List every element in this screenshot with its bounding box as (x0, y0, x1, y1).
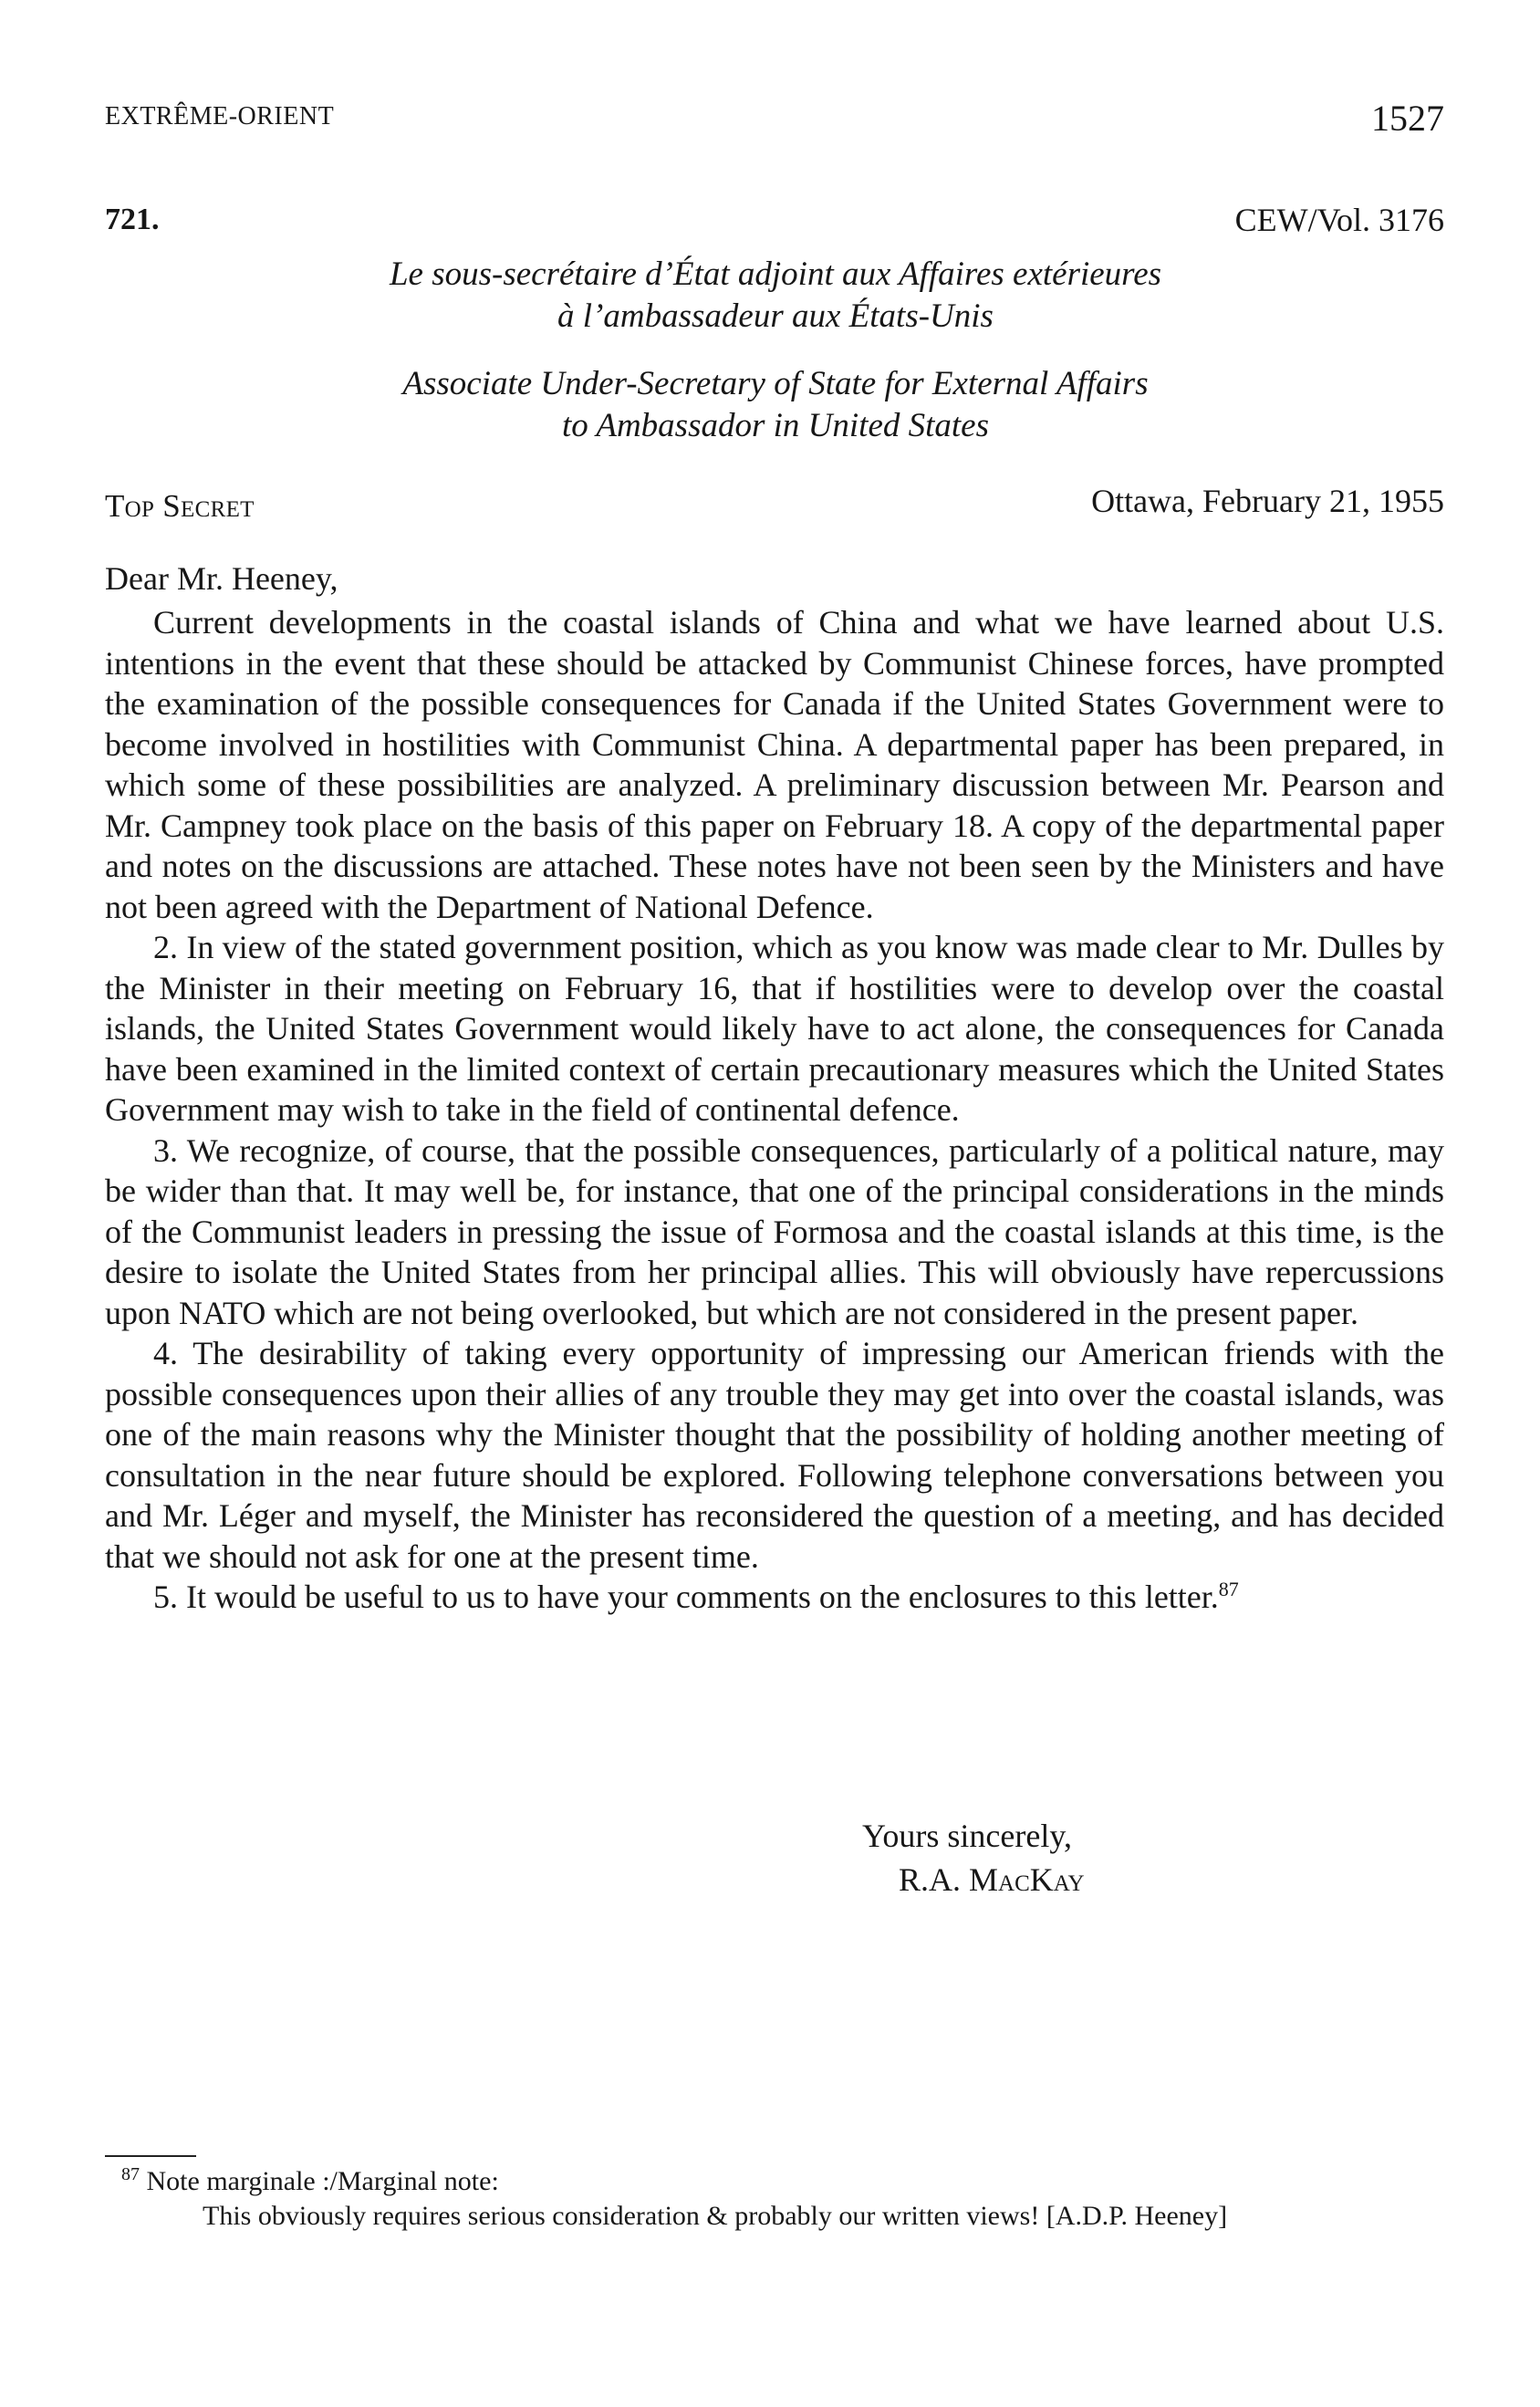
footnote-reference[interactable]: 87 (1218, 1578, 1239, 1600)
footnote-mark: 87 (121, 2164, 140, 2184)
footnote-divider (105, 2155, 196, 2157)
running-title: EXTRÊME-ORIENT (105, 102, 335, 130)
heading-french-line-1: Le sous-secrétaire d’État adjoint aux Affaires extérieures (389, 255, 1162, 293)
paragraph-3: 3. We recognize, of course, that the possible consequences, particularly of a political nature, may be wider than that. It may well be, for instance, that one of the principal considerations in the minds of the Communist leaders in pressing the issue of Formosa and the coastal islands at this time, is the desire to isolate the United States from her principal allies. This will obviously have repercussions upon NATO which are not being overlooked, but which are not considered in the present paper. (105, 1131, 1444, 1331)
complimentary-close: Yours sincerely, (862, 1818, 1072, 1854)
salutation: Dear Mr. Heeney, (105, 560, 338, 597)
paragraph-5-text: 5. It would be useful to us to have your comments on the enclosures to this letter. (153, 1579, 1219, 1615)
footnote-label-line (105, 2166, 499, 2196)
footnote (105, 2164, 1444, 2234)
footnote-text: This obviously requires serious consideration & probably our written views! [A.D.P. Heeney] (203, 2201, 1228, 2231)
heading-french (274, 254, 1277, 338)
footnote-label: Note marginale :/Marginal note: (146, 2166, 499, 2196)
paragraph-2: 2. In view of the stated government position, which as you know was made clear to Mr. Dulles by the Minister in their meeting on February 16, that if hostilities were to develop over the coastal islands, the United States Government would likely have to act alone, the consequences for Canada have been examined in the limited context of certain precautionary measures which the United States Government may wish to take in the field of continental defence. (105, 929, 1444, 1128)
heading-french-line-2: à l’ambassadeur aux États-Unis (557, 297, 994, 335)
heading-english-line-1: Associate Under-Secretary of State for External Affairs (402, 365, 1149, 402)
paragraph-5 (105, 1577, 1444, 1618)
running-header (105, 98, 1444, 139)
page-number: 1527 (1371, 98, 1444, 139)
place-and-date: Ottawa, February 21, 1955 (1091, 483, 1444, 519)
signature: R.A. MacKay (899, 1861, 1085, 1898)
file-reference: CEW/Vol. 3176 (1234, 202, 1444, 238)
paragraph-4: 4. The desirability of taking every opportunity of impressing our American friends with the possible consequences upon their allies of any trouble they may get into over the coastal islands, was one of the main reasons why the Minister thought that the possibility of holding another meeting of consultation in the near future should be explored. Following telephone conversations between you and Mr. Léger and myself, the Minister has reconsidered the question of a meeting, and has decided that we should not ask for one at the present time. (105, 1335, 1444, 1575)
heading-english-line-2: to Ambassador in United States (562, 407, 989, 444)
security-classification: Top Secret (105, 488, 255, 524)
heading-english (274, 363, 1277, 447)
document-number: 721. (105, 203, 160, 236)
letter-body (105, 602, 1444, 1618)
paragraph-1: Current developments in the coastal islands of China and what we have learned about U.S. intentions in the event that these should be attacked by Communist Chinese forces, have prompted the examination of the possible consequences for Canada if the United States Government were to become involved in hostilities with Communist China. A departmental paper has been prepared, in which some of these possibilities are analyzed. A preliminary discussion between Mr. Pearson and Mr. Campney took place on the basis of this paper on February 18. A copy of the departmental paper and notes on the discussions are attached. These notes have not been seen by the Ministers and have not been agreed with the Department of National Defence. (105, 604, 1444, 925)
